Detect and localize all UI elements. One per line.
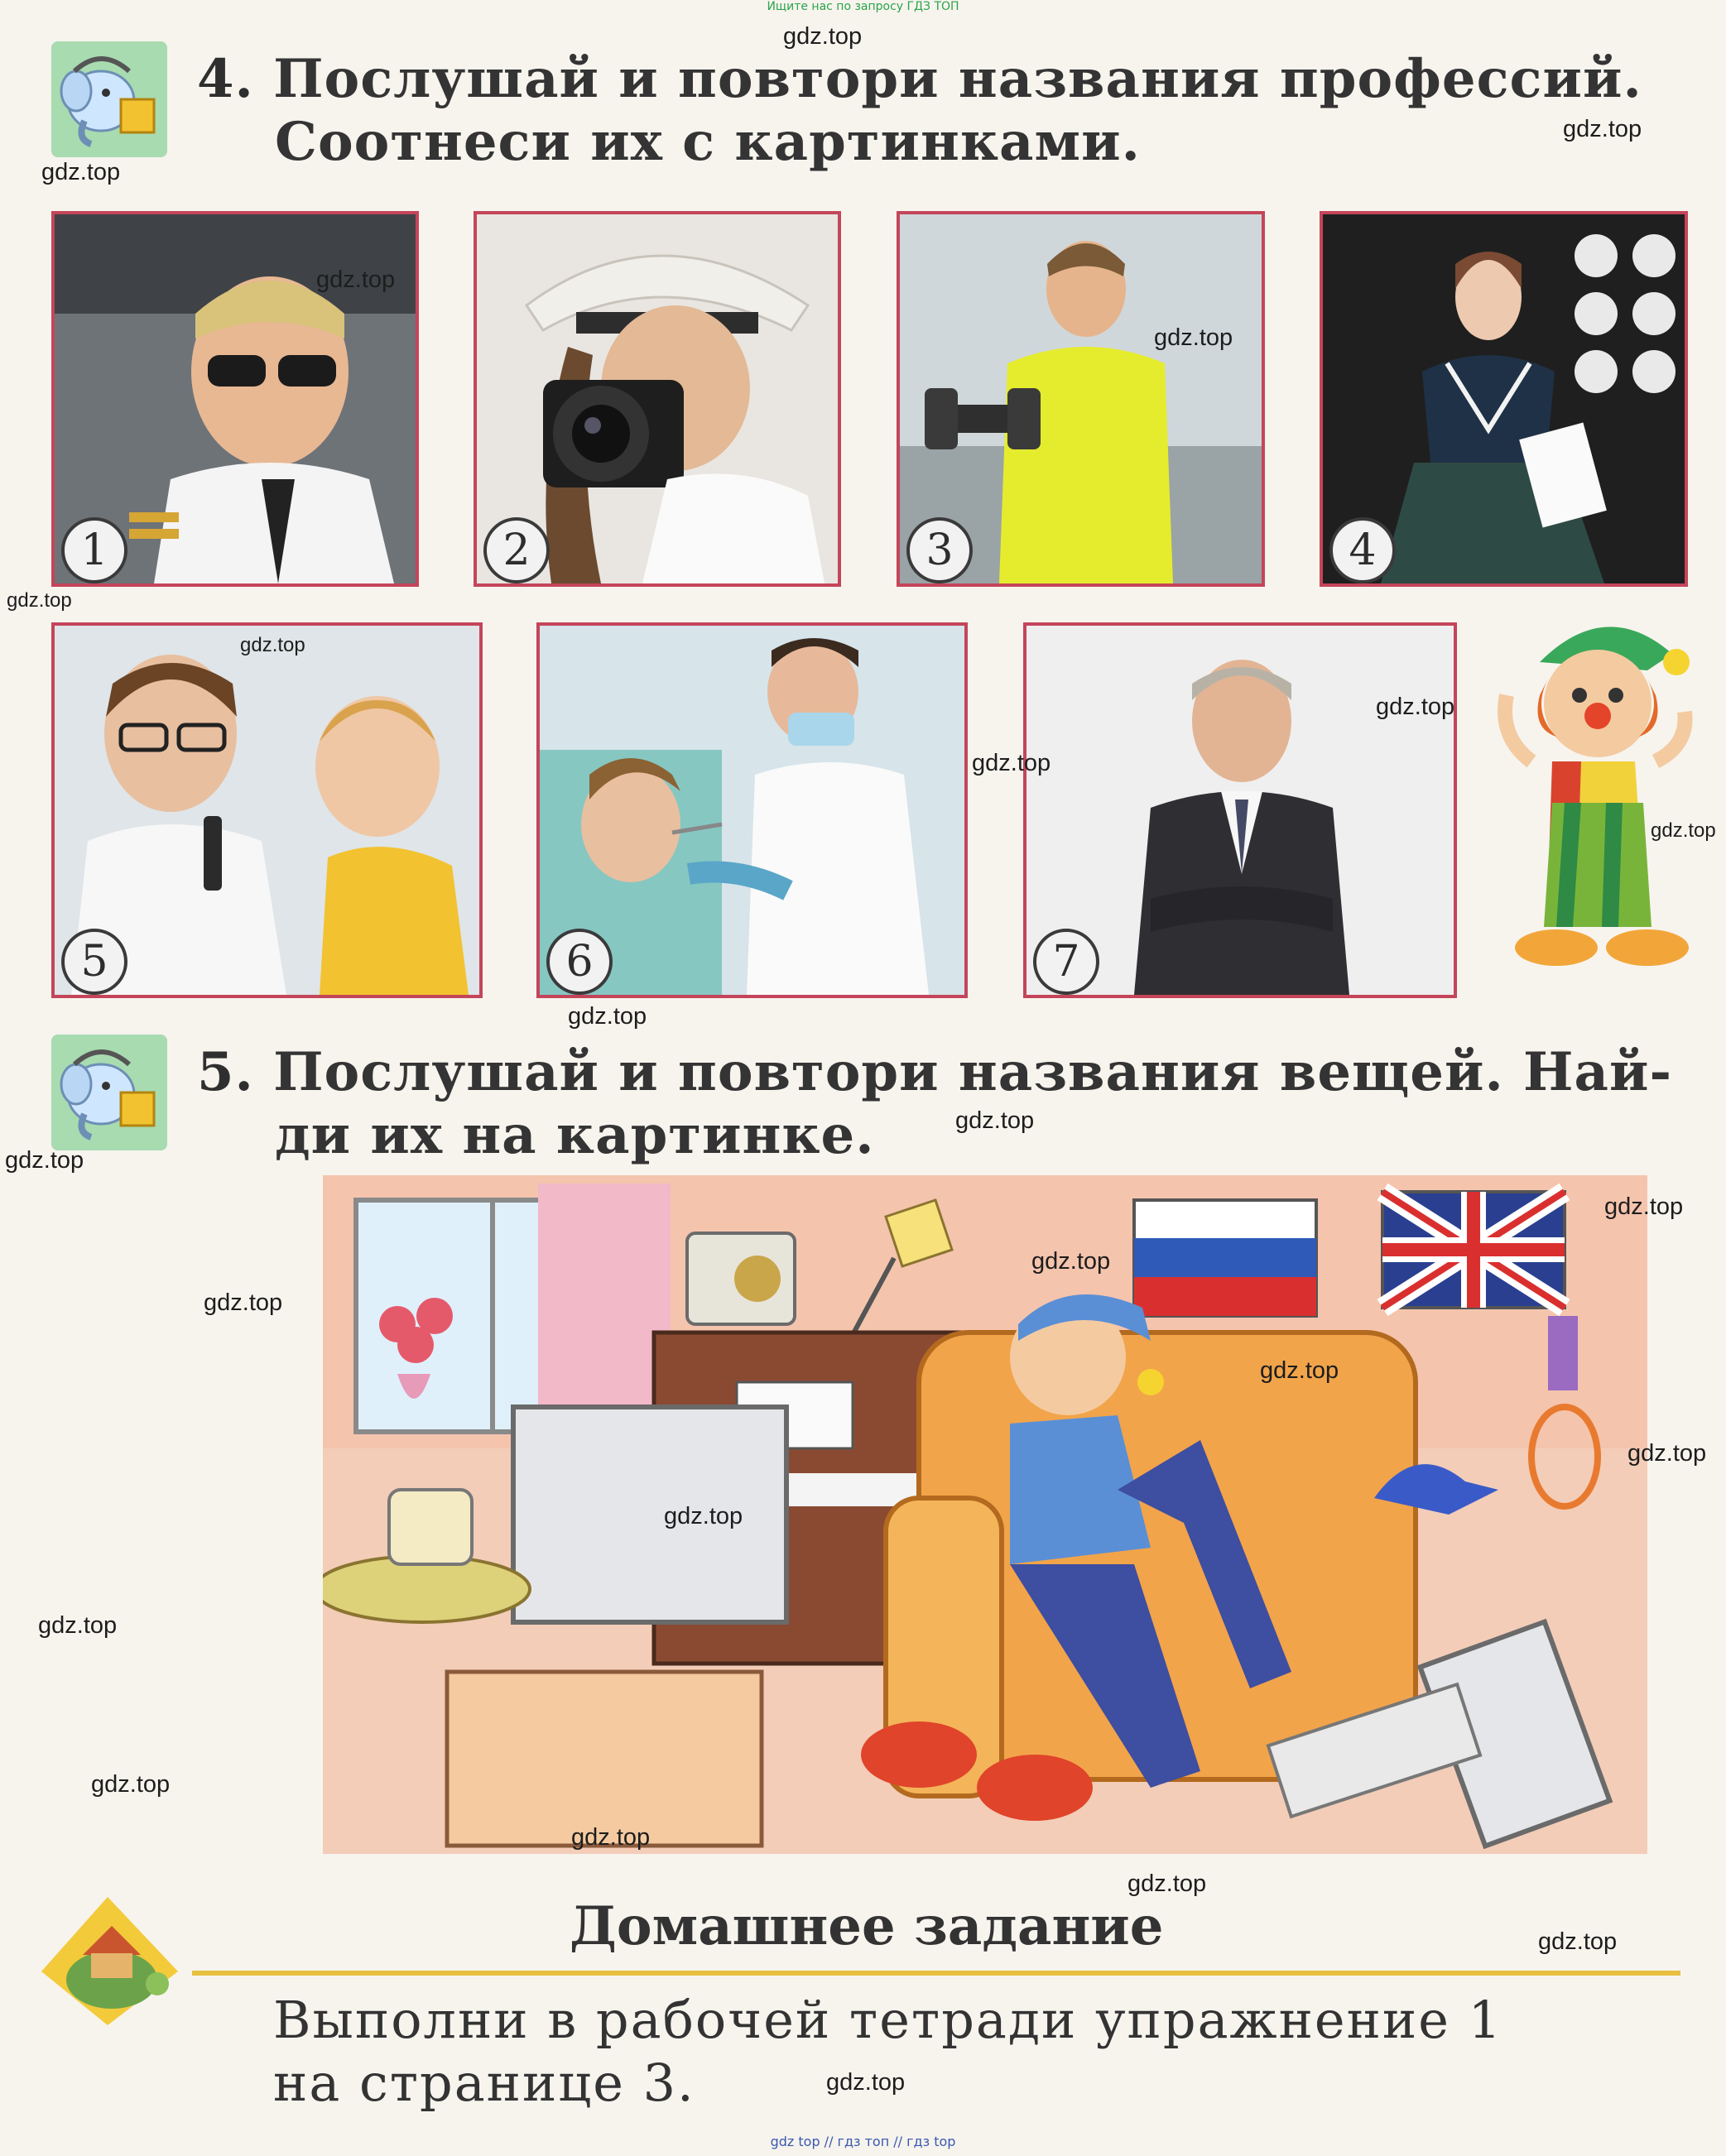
watermark: gdz.top: [1376, 694, 1455, 720]
elephant-listen-icon: [51, 1035, 167, 1150]
watermark: gdz.top: [571, 1824, 651, 1851]
homework-line1: Выполни в рабочей тетради упражнение 1: [273, 1990, 1503, 2050]
watermark: gdz.top: [1538, 1928, 1618, 1955]
photo-model: [1320, 211, 1688, 587]
task5-line1: Послушай и повтори названия вещей. Най-: [273, 1041, 1672, 1103]
task5-number: 5.: [197, 1041, 254, 1103]
task4-title: [197, 48, 1642, 111]
photo-businessman: [1023, 622, 1457, 998]
watermark: gdz.top: [1031, 1248, 1111, 1275]
watermark: gdz.top: [1260, 1357, 1339, 1384]
watermark: gdz.top: [41, 159, 121, 185]
header-note: Ищите нас по запросу ГДЗ ТОП: [767, 0, 959, 13]
photo-photographer: [474, 211, 841, 587]
footer-note: gdz top // гдз топ // гдз top: [770, 2134, 956, 2149]
task4-number: 4.: [197, 48, 254, 110]
homework-divider: [192, 1971, 1680, 1976]
watermark: gdz.top: [5, 1147, 84, 1174]
watermark: gdz.top: [1627, 1440, 1707, 1467]
photo-number-badge: 6: [546, 929, 613, 995]
task5-line2: ди их на картинке.: [275, 1104, 875, 1166]
watermark: gdz.top: [240, 634, 305, 656]
photo-number-badge: 5: [61, 929, 127, 995]
photo-trainer: [897, 211, 1265, 587]
photo-number-badge: 4: [1329, 517, 1396, 583]
photo-number-badge: 3: [906, 517, 973, 583]
watermark: gdz.top: [783, 23, 863, 50]
photo-doctor: [51, 622, 483, 998]
watermark: gdz.top: [1651, 819, 1716, 842]
watermark: gdz.top: [7, 589, 72, 612]
watermark: gdz.top: [955, 1107, 1035, 1134]
watermark: gdz.top: [1154, 324, 1233, 351]
homework-line2: на странице 3.: [273, 2053, 695, 2113]
watermark: gdz.top: [38, 1612, 118, 1639]
elephant-listen-icon: [51, 41, 167, 157]
watermark: gdz.top: [826, 2069, 906, 2096]
watermark: gdz.top: [972, 750, 1051, 776]
turtle-house-icon: [33, 1889, 182, 2029]
photo-number-badge: 7: [1033, 929, 1099, 995]
photo-dentist: [536, 622, 968, 998]
watermark: gdz.top: [316, 266, 396, 293]
photo-number-badge: 2: [483, 517, 550, 583]
watermark: gdz.top: [1127, 1870, 1207, 1897]
room-illustration: [323, 1175, 1647, 1854]
watermark: gdz.top: [664, 1503, 743, 1529]
clown-illustration: [1482, 604, 1705, 985]
watermark: gdz.top: [91, 1771, 171, 1798]
photo-number-badge: 1: [61, 517, 127, 583]
task4-line1: Послушай и повтори названия профессий.: [273, 48, 1642, 110]
watermark: gdz.top: [568, 1003, 647, 1030]
watermark: gdz.top: [1604, 1193, 1684, 1220]
task5-title: [197, 1041, 1672, 1104]
watermark: gdz.top: [1563, 116, 1642, 142]
watermark: gdz.top: [204, 1289, 283, 1316]
task4-line2: Соотнеси их с картинками.: [275, 111, 1141, 173]
homework-title: Домашнее задание: [570, 1895, 1164, 1957]
